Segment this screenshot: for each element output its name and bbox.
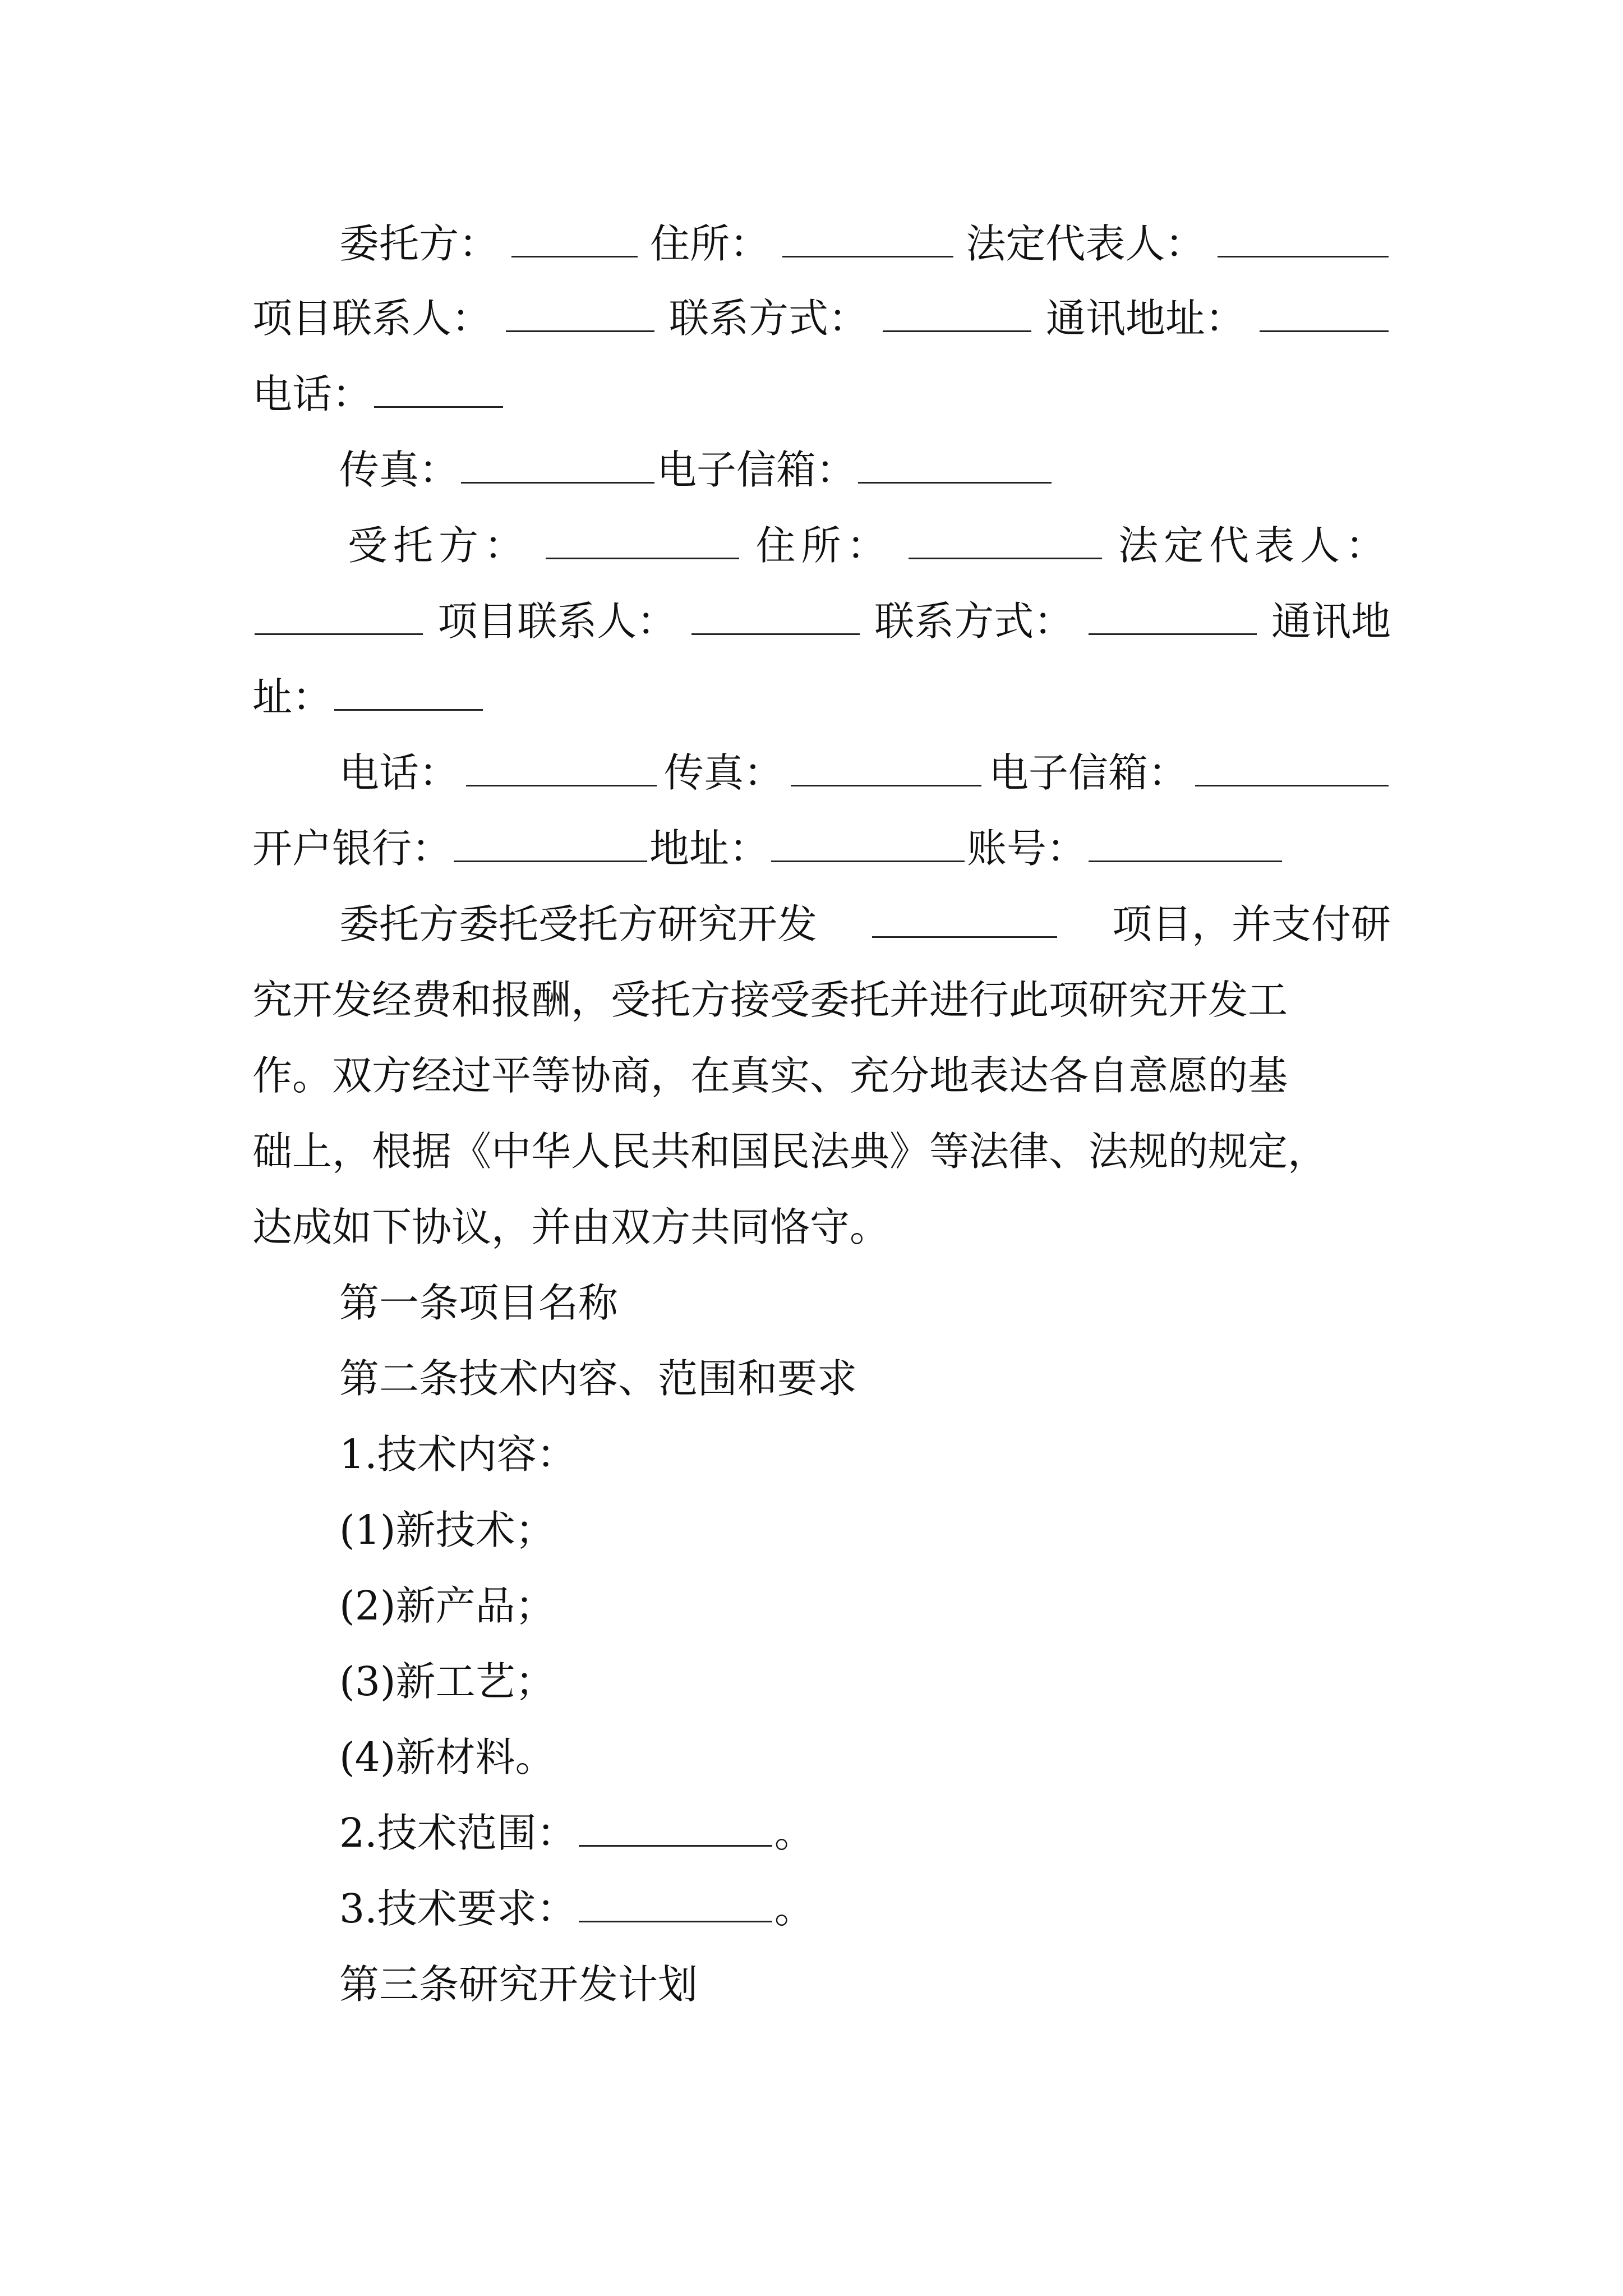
preamble-line-1 xyxy=(339,891,1391,958)
contractor-contact-person-blank[interactable] xyxy=(691,633,860,635)
contractor-account-blank[interactable] xyxy=(1089,860,1282,862)
client-phone-label: 电话： xyxy=(252,371,372,417)
tech-requirements-label: 3.技术要求： xyxy=(339,1885,577,1932)
client-mail-address-label: 通讯地址： xyxy=(1045,295,1245,342)
client-contact-method-label: 联系方式： xyxy=(668,295,868,342)
contractor-mail-address-label-part1: 通讯地 xyxy=(1271,598,1391,645)
contractor-legal-rep-label: 法定代表人： xyxy=(1118,522,1391,569)
client-contact-method-blank[interactable] xyxy=(883,330,1031,332)
preamble-text-4: 础上，根据《中华人民共和国民法典》等法律、法规的规定， xyxy=(252,1128,1328,1175)
preamble-line-4 xyxy=(252,1118,1391,1185)
contractor-bank-line xyxy=(252,815,1391,882)
tech-requirements-line xyxy=(339,1875,1391,1943)
preamble-text-1b: 项目，并支付研 xyxy=(1112,901,1391,947)
article-3-text: 第三条研究开发计划 xyxy=(339,1961,698,2008)
contractor-bank-label: 开户银行： xyxy=(252,825,452,872)
client-contact-line xyxy=(252,285,1391,352)
preamble-text-1a: 委托方委托受托方研究开发 xyxy=(339,901,818,947)
tech-scope-label: 2.技术范围： xyxy=(339,1810,577,1856)
contractor-address-blank[interactable] xyxy=(909,557,1102,559)
preamble-line-3 xyxy=(252,1042,1391,1110)
contractor-name-blank[interactable] xyxy=(546,557,739,559)
contractor-mail-address-blank[interactable] xyxy=(334,708,483,711)
preamble-line-5 xyxy=(252,1194,1391,1261)
list-item-1-text: (1)新技术； xyxy=(339,1507,555,1553)
article-2-text: 第二条技术内容、范围和要求 xyxy=(339,1355,857,1402)
contractor-label: 受托方： xyxy=(348,522,530,569)
client-fax-label: 传真： xyxy=(339,447,459,493)
tech-scope-blank[interactable] xyxy=(579,1844,772,1847)
client-label: 委托方： xyxy=(339,220,499,267)
contractor-bank-address-blank[interactable] xyxy=(771,860,965,862)
article-1-text: 第一条项目名称 xyxy=(339,1280,619,1326)
client-phone-line xyxy=(252,361,1391,428)
contractor-address-label: 住所： xyxy=(755,522,892,569)
contractor-phone-line xyxy=(339,739,1391,807)
list-item-2-text: (2)新产品； xyxy=(339,1582,555,1629)
contractor-contact-person-label: 项目联系人： xyxy=(437,598,677,645)
contractor-email-label: 电子信箱： xyxy=(988,749,1188,796)
list-item-4 xyxy=(339,1724,1391,1791)
contractor-header-line xyxy=(348,512,1391,579)
client-email-label: 电子信箱： xyxy=(657,447,856,493)
tech-content-text: 1.技术内容： xyxy=(339,1431,577,1478)
contractor-address-cont-line xyxy=(252,664,1391,731)
preamble-text-3: 作。双方经过平等协商，在真实、充分地表达各自意愿的基 xyxy=(252,1052,1288,1099)
contractor-legal-rep-blank[interactable] xyxy=(255,633,423,635)
client-mail-address-blank[interactable] xyxy=(1260,330,1389,332)
client-header-line xyxy=(339,210,1391,278)
list-item-3 xyxy=(339,1648,1391,1715)
contractor-phone-blank[interactable] xyxy=(466,784,657,786)
client-fax-blank[interactable] xyxy=(461,481,654,484)
client-fax-email-line xyxy=(339,436,1391,504)
contractor-contact-method-blank[interactable] xyxy=(1089,633,1257,635)
contractor-fax-label: 传真： xyxy=(663,749,783,796)
contractor-phone-label: 电话： xyxy=(339,749,459,796)
project-name-blank[interactable] xyxy=(872,936,1057,938)
client-name-blank[interactable] xyxy=(511,255,638,257)
contractor-fax-blank[interactable] xyxy=(791,784,981,786)
contractor-email-blank[interactable] xyxy=(1195,784,1389,786)
list-item-1 xyxy=(339,1497,1391,1564)
tech-scope-period: 。 xyxy=(774,1810,814,1856)
contractor-mail-address-label-part2: 址： xyxy=(252,674,333,720)
contractor-contact-method-label: 联系方式： xyxy=(874,598,1074,645)
contractor-bank-blank[interactable] xyxy=(454,860,647,862)
contractor-bank-address-label: 地址： xyxy=(649,825,769,872)
list-item-4-text: (4)新材料。 xyxy=(339,1734,555,1780)
tech-requirements-blank[interactable] xyxy=(579,1920,772,1922)
client-address-label: 住所： xyxy=(650,220,770,267)
client-legal-rep-label: 法定代表人： xyxy=(966,220,1205,267)
tech-scope-line xyxy=(339,1800,1391,1867)
tech-content-heading xyxy=(339,1421,1391,1488)
contractor-account-label: 账号： xyxy=(967,825,1087,872)
preamble-text-5: 达成如下协议，并由双方共同恪守。 xyxy=(252,1204,890,1250)
article-1-heading xyxy=(339,1269,1391,1337)
client-legal-rep-blank[interactable] xyxy=(1218,255,1389,257)
article-3-heading xyxy=(339,1951,1391,2018)
client-contact-person-label: 项目联系人： xyxy=(252,295,492,342)
client-email-blank[interactable] xyxy=(858,481,1052,484)
client-phone-blank[interactable] xyxy=(374,406,503,408)
preamble-text-2: 究开发经费和报酬，受托方接受委托并进行此项研究开发工 xyxy=(252,977,1288,1023)
article-2-heading xyxy=(339,1345,1391,1412)
client-contact-person-blank[interactable] xyxy=(506,330,654,332)
list-item-3-text: (3)新工艺； xyxy=(339,1658,555,1705)
preamble-line-2 xyxy=(252,967,1391,1034)
contractor-contact-line xyxy=(252,588,1391,655)
list-item-2 xyxy=(339,1572,1391,1640)
client-address-blank[interactable] xyxy=(782,255,953,257)
tech-requirements-period: 。 xyxy=(774,1885,814,1932)
